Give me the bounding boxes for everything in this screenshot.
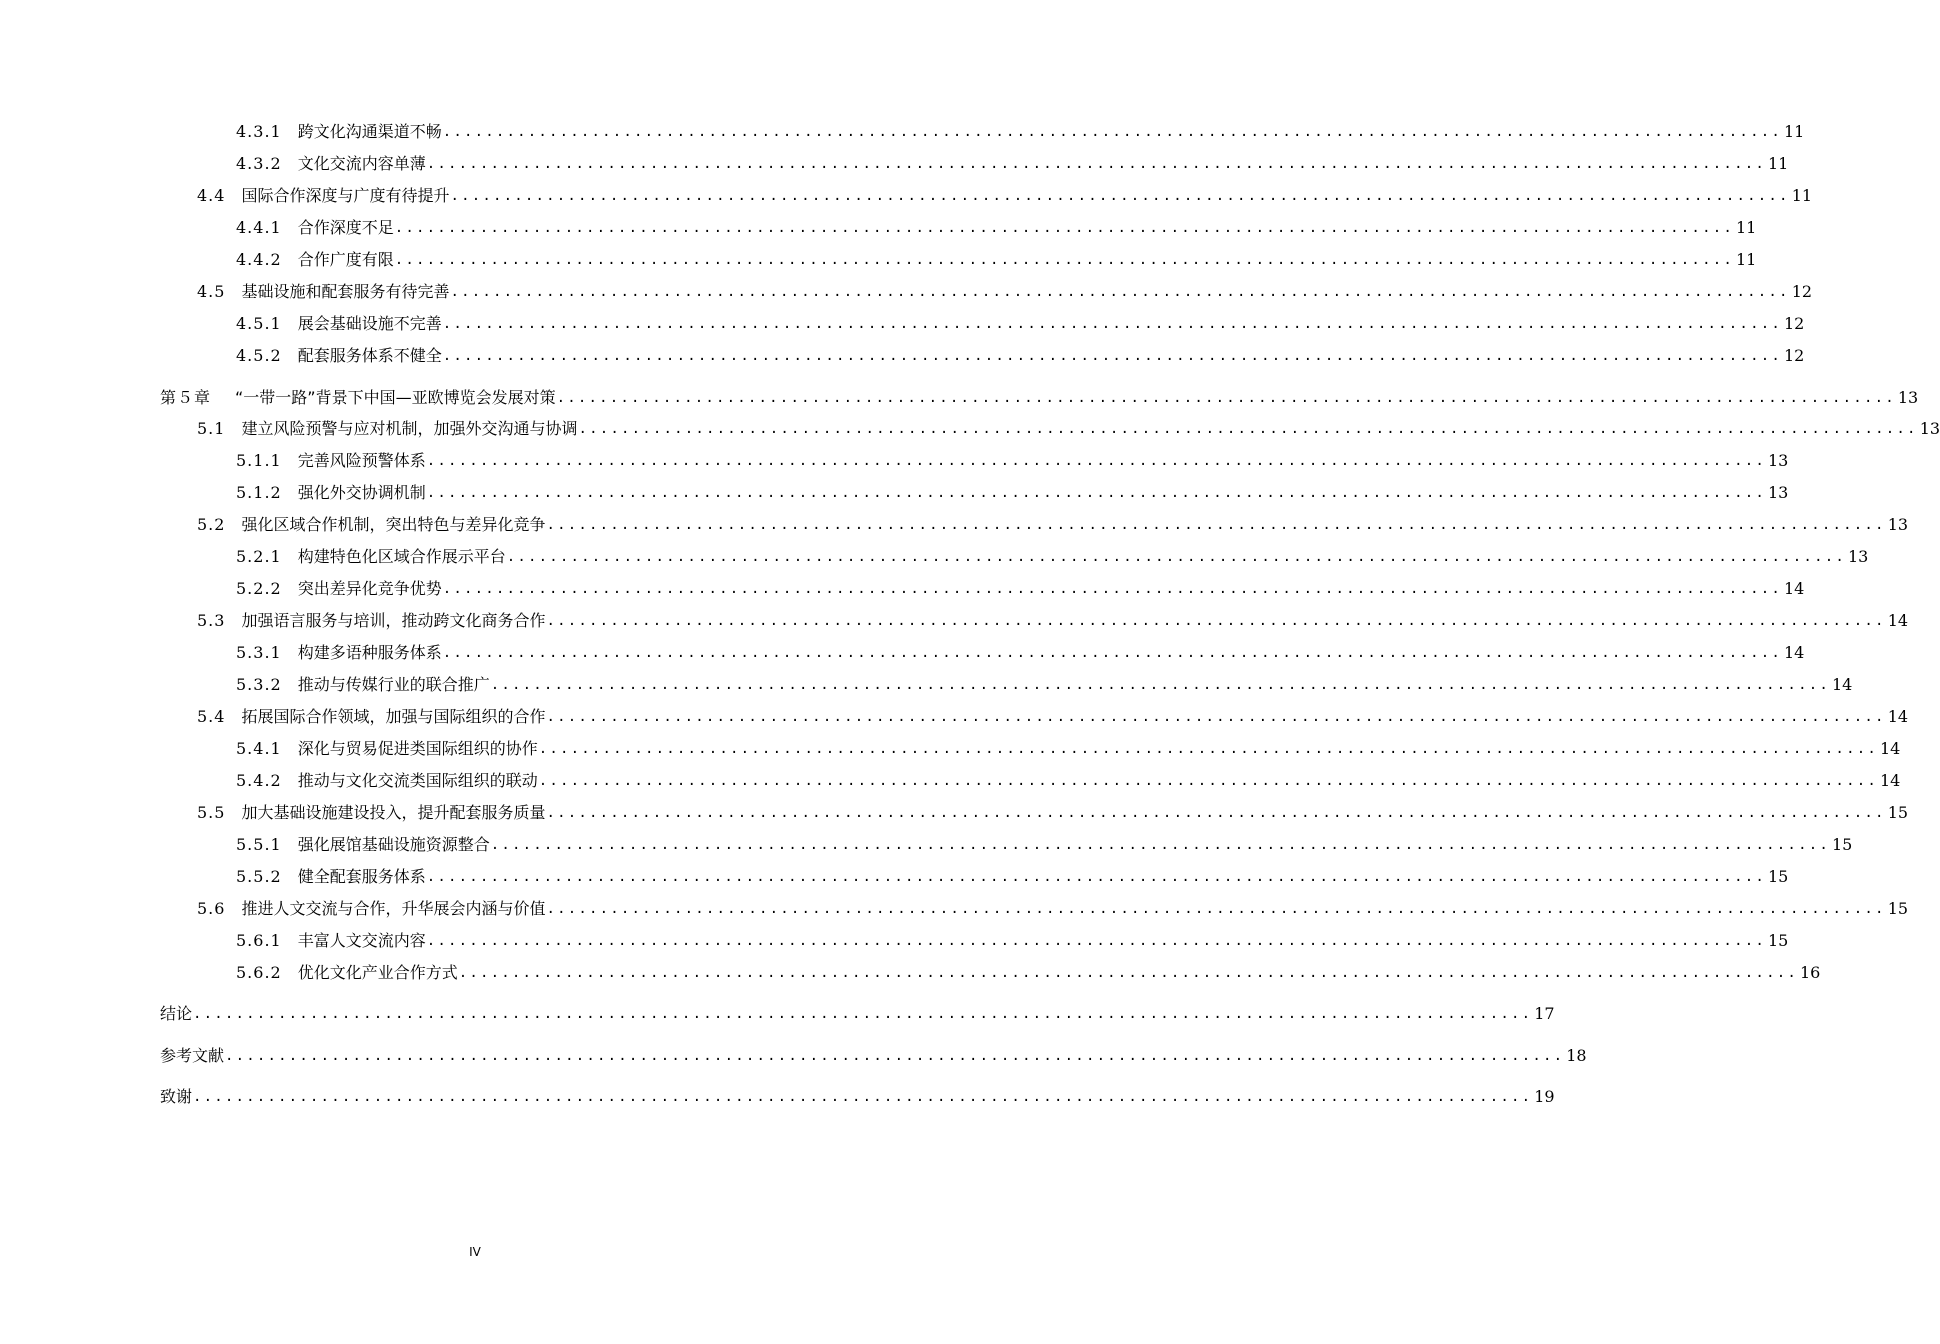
toc-entry-label: [236, 739, 538, 759]
toc-entry-number: 5.5: [197, 803, 226, 822]
leader-dots: ..............................................................................................................................: [426, 869, 1766, 885]
toc-entry-number: 4.5: [197, 282, 226, 301]
toc-entry-page: 13: [1767, 451, 1789, 470]
toc-entry-label: [236, 250, 394, 270]
toc-entry-page: 14: [1887, 707, 1909, 726]
leader-dots: ..............................................................................................................................: [450, 188, 1790, 204]
toc-entry[interactable]: [236, 118, 1805, 142]
leader-dots: ..............................................................................................................................: [193, 1006, 1533, 1022]
leader-dots: ..............................................................................................................................: [546, 613, 1886, 629]
toc-entry-number: 5.4.2: [236, 771, 282, 790]
toc-entry-number: 5.1.1: [236, 451, 282, 470]
toc-entry-title: 跨文化沟通渠道不畅: [297, 122, 442, 141]
toc-entry-page: 12: [1783, 314, 1805, 333]
toc-entry[interactable]: [197, 511, 1909, 535]
toc-entry-title: 强化区域合作机制，突出特色与差异化竞争: [241, 515, 546, 534]
toc-entry[interactable]: [197, 607, 1909, 631]
toc-entry-number: 5.3.2: [236, 675, 282, 694]
toc-entry-number: 5.4.1: [236, 739, 282, 758]
toc-entry-label: [197, 611, 545, 631]
leader-dots: ..............................................................................................................................: [442, 581, 1782, 597]
toc-entry-label: [197, 282, 449, 302]
toc-entry-label: [160, 388, 556, 408]
toc-entry-number: 5.2.1: [236, 547, 282, 566]
toc-entry-page: 13: [1847, 547, 1869, 566]
toc-entry-page: 11: [1791, 186, 1813, 205]
toc-entry[interactable]: [236, 959, 1821, 983]
toc-entry-label: [236, 154, 426, 174]
toc-chapter-entry[interactable]: [160, 384, 1919, 408]
toc-entry[interactable]: [197, 703, 1909, 727]
toc-entry-page: 14: [1783, 579, 1805, 598]
toc-entry-label: [236, 931, 426, 951]
leader-dots: ..............................................................................................................................: [426, 453, 1766, 469]
leader-dots: ..............................................................................................................................: [442, 124, 1782, 140]
toc-entry-label: [236, 314, 442, 334]
toc-entry[interactable]: [236, 639, 1805, 663]
toc-entry[interactable]: [236, 671, 1853, 695]
toc-entry-label: [197, 803, 545, 823]
page-number-footer: IV: [469, 1245, 481, 1259]
toc-entry-label: [236, 643, 442, 663]
toc-entry-references[interactable]: [160, 1042, 1587, 1066]
toc-entry-title: 深化与贸易促进类国际组织的协作: [297, 739, 538, 758]
toc-entry[interactable]: [236, 927, 1789, 951]
leader-dots: ..............................................................................................................................: [225, 1048, 1565, 1064]
toc-entry-number: 4.4.1: [236, 218, 282, 237]
toc-entry-title: 加大基础设施建设投入，提升配套服务质量: [241, 803, 546, 822]
toc-entry-label: [236, 547, 506, 567]
toc-entry-number: 5.1.2: [236, 483, 282, 502]
leader-dots: ..............................................................................................................................: [490, 837, 1830, 853]
toc-entry[interactable]: [236, 479, 1789, 503]
toc-entry-page: 12: [1791, 282, 1813, 301]
toc-entry-title: 结论: [160, 1004, 193, 1023]
toc-entry-label: [236, 483, 426, 503]
leader-dots: ..............................................................................................................................: [394, 252, 1734, 268]
toc-entry-label: [236, 218, 394, 238]
toc-entry-page: 16: [1799, 963, 1821, 982]
toc-entry[interactable]: [236, 767, 1901, 791]
toc-entry-label: [236, 675, 490, 695]
toc-entry-title: 拓展国际合作领域，加强与国际组织的合作: [241, 707, 546, 726]
toc-entry-label: [236, 122, 442, 142]
toc-entry[interactable]: [236, 831, 1853, 855]
toc-entry-number: 5.3: [197, 611, 226, 630]
leader-dots: ..............................................................................................................................: [538, 741, 1878, 757]
toc-entry[interactable]: [197, 182, 1813, 206]
toc-entry[interactable]: [236, 246, 1757, 270]
toc-entry-label: [236, 963, 458, 983]
toc-entry-number: 4.5.1: [236, 314, 282, 333]
toc-entry[interactable]: [236, 447, 1789, 471]
toc-entry-page: 12: [1783, 346, 1805, 365]
toc-entry-page: 11: [1735, 250, 1757, 269]
toc-entry-label: [236, 771, 538, 791]
toc-entry-title: 推动与传媒行业的联合推广: [297, 675, 490, 694]
toc-entry[interactable]: [236, 342, 1805, 366]
toc-entry-title: 合作深度不足: [297, 218, 394, 237]
toc-entry-page: 11: [1735, 218, 1757, 237]
toc-entry-title: 构建多语种服务体系: [297, 643, 442, 662]
toc-entry-number: 4.3.1: [236, 122, 282, 141]
leader-dots: ..............................................................................................................................: [442, 348, 1782, 364]
toc-entry-title: 展会基础设施不完善: [297, 314, 442, 333]
toc-entry-page: 14: [1879, 739, 1901, 758]
toc-entry-title: 强化外交协调机制: [297, 483, 426, 502]
toc-entry-title: 建立风险预警与应对机制，加强外交沟通与协调: [241, 419, 578, 438]
leader-dots: ..............................................................................................................................: [546, 805, 1886, 821]
toc-entry-page: 14: [1783, 643, 1805, 662]
leader-dots: ..............................................................................................................................: [578, 421, 1918, 437]
toc-entry-label: [236, 451, 426, 471]
toc-entry-number: 5.6.2: [236, 963, 282, 982]
toc-entry-title: 推进人文交流与合作，升华展会内涵与价值: [241, 899, 546, 918]
toc-entry-page: 17: [1534, 1004, 1555, 1023]
toc-entry-page: 15: [1887, 803, 1909, 822]
toc-entry-number: 4.4.2: [236, 250, 282, 269]
toc-entry[interactable]: [236, 575, 1805, 599]
toc-entry-number: 5.4: [197, 707, 226, 726]
toc-entry-title: 健全配套服务体系: [297, 867, 426, 886]
toc-entry-title: 丰富人文交流内容: [297, 931, 426, 950]
toc-entry-number: 4.5.2: [236, 346, 282, 365]
toc-entry-title: 致谢: [160, 1087, 193, 1106]
toc-entry-label: [236, 346, 442, 366]
leader-dots: ..............................................................................................................................: [442, 645, 1782, 661]
toc-entry-number: 5.6: [197, 899, 226, 918]
leader-dots: ..............................................................................................................................: [458, 965, 1798, 981]
toc-entry-conclusion[interactable]: [160, 1000, 1555, 1024]
toc-entry-number: 5.5.1: [236, 835, 282, 854]
toc-entry-title: 配套服务体系不健全: [297, 346, 442, 365]
toc-entry-label: [236, 579, 442, 599]
toc-entry-label: [197, 186, 449, 206]
toc-entry-page: 13: [1919, 419, 1940, 438]
toc-entry-acknowledgements[interactable]: [160, 1083, 1555, 1107]
toc-entry-label: [236, 867, 426, 887]
toc-entry[interactable]: [197, 799, 1909, 823]
leader-dots: ..............................................................................................................................: [490, 677, 1830, 693]
toc-entry-page: 15: [1767, 931, 1789, 950]
toc-entry-title: 构建特色化区域合作展示平台: [297, 547, 506, 566]
toc-entry-title: 完善风险预警体系: [297, 451, 426, 470]
toc-entry-title: “一带一路”背景下中国—亚欧博览会发展对策: [235, 388, 556, 407]
leader-dots: ..............................................................................................................................: [546, 901, 1886, 917]
toc-entry-number: 5.1: [197, 419, 226, 438]
toc-entry-label: [197, 899, 545, 919]
toc-entry[interactable]: [197, 415, 1940, 439]
toc-entry-title: 优化文化产业合作方式: [297, 963, 458, 982]
toc-entry-page: 15: [1831, 835, 1853, 854]
toc-entry-number: 5.5.2: [236, 867, 282, 886]
leader-dots: ..............................................................................................................................: [426, 156, 1766, 172]
toc-entry-page: 14: [1831, 675, 1853, 694]
toc-entry-title: 国际合作深度与广度有待提升: [241, 186, 450, 205]
toc-entry-number: 5.2.2: [236, 579, 282, 598]
leader-dots: ..............................................................................................................................: [546, 709, 1886, 725]
toc-entry[interactable]: [236, 150, 1789, 174]
leader-dots: ..............................................................................................................................: [442, 316, 1782, 332]
toc-entry[interactable]: [236, 214, 1757, 238]
toc-entry-page: 15: [1887, 899, 1909, 918]
toc-entry[interactable]: [197, 278, 1813, 302]
toc-entry-label: [197, 515, 545, 535]
leader-dots: ..............................................................................................................................: [193, 1089, 1533, 1105]
toc-entry-number: 5.3.1: [236, 643, 282, 662]
toc-entry-page: 14: [1879, 771, 1901, 790]
toc-entry-title: 强化展馆基础设施资源整合: [297, 835, 490, 854]
toc-entry[interactable]: [236, 863, 1789, 887]
toc-entry-page: 11: [1783, 122, 1805, 141]
toc-entry-page: 15: [1767, 867, 1789, 886]
toc-entry-title: 参考文献: [160, 1046, 225, 1065]
leader-dots: ..............................................................................................................................: [538, 773, 1878, 789]
toc-entry-title: 加强语言服务与培训，推动跨文化商务合作: [241, 611, 546, 630]
toc-entry-number: 4.4: [197, 186, 226, 205]
leader-dots: ..............................................................................................................................: [506, 549, 1846, 565]
toc-entry[interactable]: [197, 895, 1909, 919]
toc-entry-title: 合作广度有限: [297, 250, 394, 269]
toc-entry-page: 14: [1887, 611, 1909, 630]
toc-entry-number: 5.2: [197, 515, 226, 534]
toc-entry[interactable]: [236, 543, 1869, 567]
toc-entry-page: 13: [1897, 388, 1919, 407]
leader-dots: ..............................................................................................................................: [426, 933, 1766, 949]
leader-dots: ..............................................................................................................................: [394, 220, 1734, 236]
toc-entry[interactable]: [236, 310, 1805, 334]
toc-entry-page: 13: [1887, 515, 1909, 534]
leader-dots: ..............................................................................................................................: [556, 390, 1896, 406]
toc-entry-number: 第５章: [160, 388, 212, 407]
toc-entry-number: 4.3.2: [236, 154, 282, 173]
toc-entry-page: 13: [1767, 483, 1789, 502]
toc-entry-page: 18: [1566, 1046, 1587, 1065]
toc-entry-label: [197, 707, 545, 727]
toc-entry-page: 19: [1534, 1087, 1555, 1106]
toc-entry-label: [197, 419, 577, 439]
toc-entry-label: [236, 835, 490, 855]
toc-entry-page: 11: [1767, 154, 1789, 173]
toc-entry-title: 文化交流内容单薄: [297, 154, 426, 173]
toc-entry-title: 基础设施和配套服务有待完善: [241, 282, 450, 301]
leader-dots: ..............................................................................................................................: [450, 284, 1790, 300]
toc-entry-title: 突出差异化竞争优势: [297, 579, 442, 598]
leader-dots: ..............................................................................................................................: [426, 485, 1766, 501]
toc-entry-title: 推动与文化交流类国际组织的联动: [297, 771, 538, 790]
toc-entry[interactable]: [236, 735, 1901, 759]
toc-entry-number: 5.6.1: [236, 931, 282, 950]
leader-dots: ..............................................................................................................................: [546, 517, 1886, 533]
